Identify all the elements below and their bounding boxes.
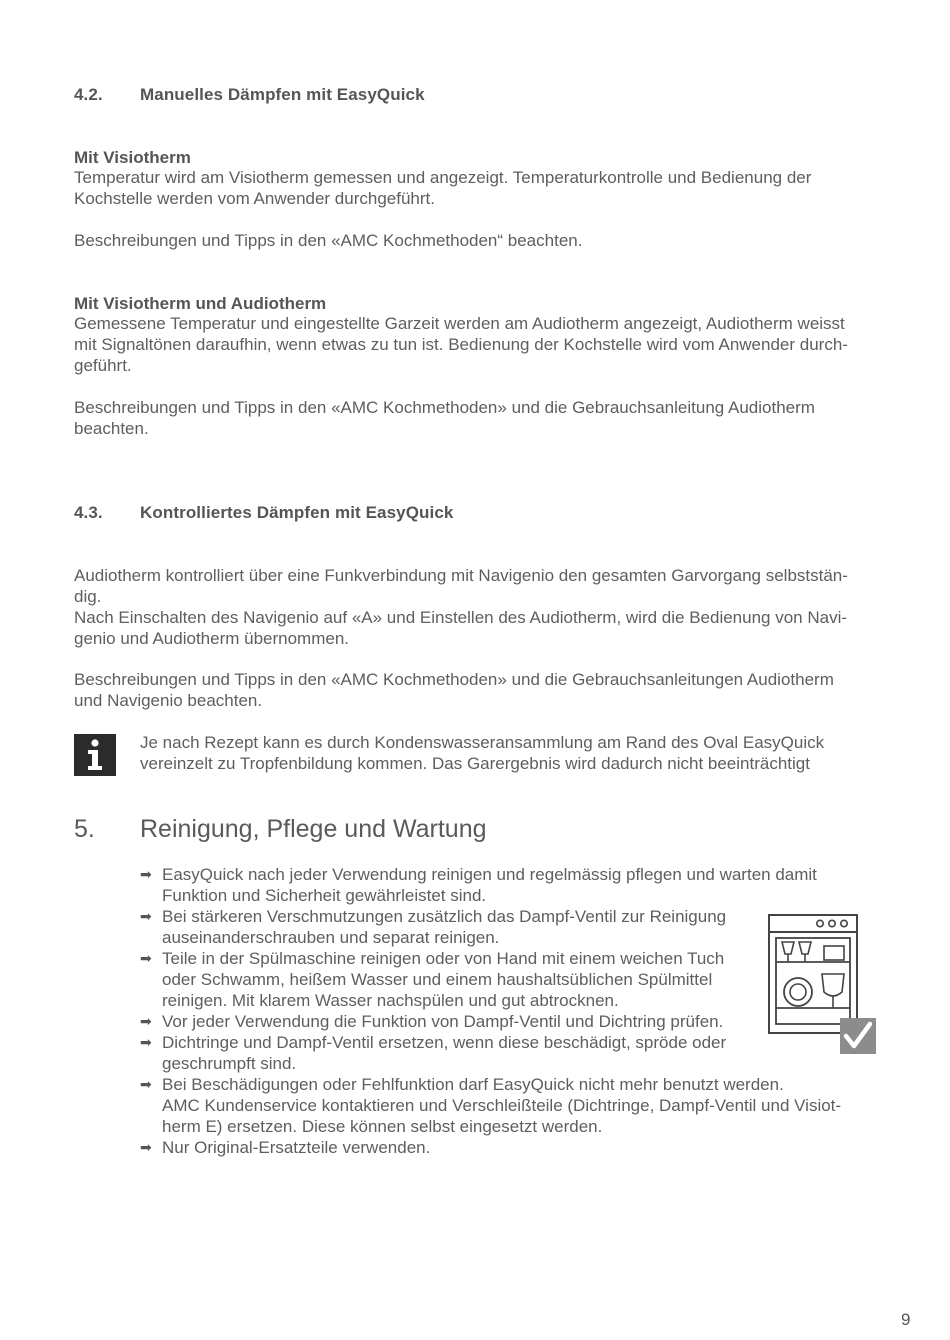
arrow-icon: ➡ [140, 1076, 152, 1092]
text-line: Je nach Rezept kann es durch Kondenswasseransammlung am Rand des Oval EasyQuick [140, 733, 825, 752]
section-5-heading [74, 815, 674, 847]
text-line: beachten. [74, 419, 149, 438]
text-line: genio und Audiotherm übernommen. [74, 629, 350, 648]
text-line: Bei stärkeren Verschmutzungen zusätzlich das Dampf-Ventil zur Reinigung [162, 907, 727, 926]
text-line: Vor jeder Verwendung die Funktion von Dampf-Ventil und Dichtring prüfen. [162, 1012, 724, 1031]
arrow-icon: ➡ [140, 950, 152, 966]
text-line: herm E) ersetzen. Diese können selbst eingesetzt werden. [162, 1117, 603, 1136]
text-line: Funktion und Sicherheit gewährleistet sind. [162, 886, 487, 905]
audiotherm-subheading: Mit Visiotherm und Audiotherm [74, 294, 327, 313]
section-number: 5. [74, 815, 95, 843]
section-title: Manuelles Dämpfen mit EasyQuick [140, 85, 425, 104]
audiotherm-paragraph [74, 313, 848, 376]
text-line: Bei Beschädigungen oder Fehlfunktion darf EasyQuick nicht mehr benutzt werden. [162, 1075, 784, 1094]
controlled-steaming-paragraph [74, 565, 848, 649]
arrow-icon: ➡ [140, 1013, 152, 1029]
text-line: vereinzelt zu Tropfenbildung kommen. Das Garergebnis wird dadurch nicht beeinträchtigt [140, 754, 810, 773]
arrow-icon: ➡ [140, 908, 152, 924]
text-line: Beschreibungen und Tipps in den «AMC Kochmethoden“ beachten. [74, 231, 583, 250]
text-line: oder Schwamm, heißem Wasser und einem haushaltsüblichen Spülmittel [162, 970, 713, 989]
controlled-steaming-note [74, 669, 834, 711]
text-line: AMC Kundenservice kontaktieren und Verschleißteile (Dichtringe, Dampf-Ventil und Visiot- [162, 1096, 842, 1115]
text-line: dig. [74, 587, 102, 606]
visiotherm-note [74, 230, 582, 251]
info-note [140, 732, 824, 774]
section-number: 4.2. [74, 85, 103, 104]
arrow-icon: ➡ [140, 866, 152, 882]
text-line: EasyQuick nach jeder Verwendung reinigen und regelmässig pflegen und warten damit [162, 865, 817, 884]
text-line: mit Signaltönen daraufhin, wenn etwas zu tun ist. Bedienung der Kochstelle wird vom Anwender durch- [74, 335, 848, 354]
arrow-icon: ➡ [140, 1034, 152, 1050]
text-line: geführt. [74, 356, 132, 375]
info-icon [74, 734, 116, 776]
text-line: Temperatur wird am Visiotherm gemessen und angezeigt. Temperaturkontrolle und Bedienung der [74, 168, 812, 187]
text-line: Audiotherm kontrolliert über eine Funkverbindung mit Navigenio den gesamten Garvorgang selbststän- [74, 566, 848, 585]
text-line: Kochstelle werden vom Anwender durchgeführt. [74, 189, 435, 208]
section-4-3-heading [74, 503, 574, 525]
arrow-icon: ➡ [140, 1139, 152, 1155]
section-4-2-heading [74, 85, 574, 107]
text-line: Gemessene Temperatur und eingestellte Garzeit werden am Audiotherm angezeigt, Audiotherm weisst [74, 314, 845, 333]
section-title: Reinigung, Pflege und Wartung [140, 815, 487, 843]
text-line: Nur Original-Ersatzteile verwenden. [162, 1138, 431, 1157]
text-line: und Navigenio beachten. [74, 691, 263, 710]
text-line: Dichtringe und Dampf-Ventil ersetzen, wenn diese beschädigt, spröde oder [162, 1033, 727, 1052]
page-number: 9 [901, 1310, 911, 1329]
section-number: 4.3. [74, 503, 103, 522]
dishwasher-safe-icon [766, 912, 878, 1056]
text-line: reinigen. Mit klarem Wasser nachspülen und gut abtrocknen. [162, 991, 619, 1010]
text-line: Nach Einschalten des Navigenio auf «A» und Einstellen des Audiotherm, wird die Bedienung von Navi- [74, 608, 848, 627]
text-line: auseinanderschrauben und separat reinigen. [162, 928, 500, 947]
text-line: Beschreibungen und Tipps in den «AMC Kochmethoden» und die Gebrauchsanleitungen Audiotherm [74, 670, 834, 689]
audiotherm-note [74, 397, 815, 439]
visiotherm-paragraph [74, 167, 811, 209]
visiotherm-subheading: Mit Visiotherm [74, 148, 191, 167]
text-line: geschrumpft sind. [162, 1054, 297, 1073]
section-title: Kontrolliertes Dämpfen mit EasyQuick [140, 503, 454, 522]
text-line: Teile in der Spülmaschine reinigen oder von Hand mit einem weichen Tuch [162, 949, 725, 968]
text-line: Beschreibungen und Tipps in den «AMC Kochmethoden» und die Gebrauchsanleitung Audiotherm [74, 398, 815, 417]
